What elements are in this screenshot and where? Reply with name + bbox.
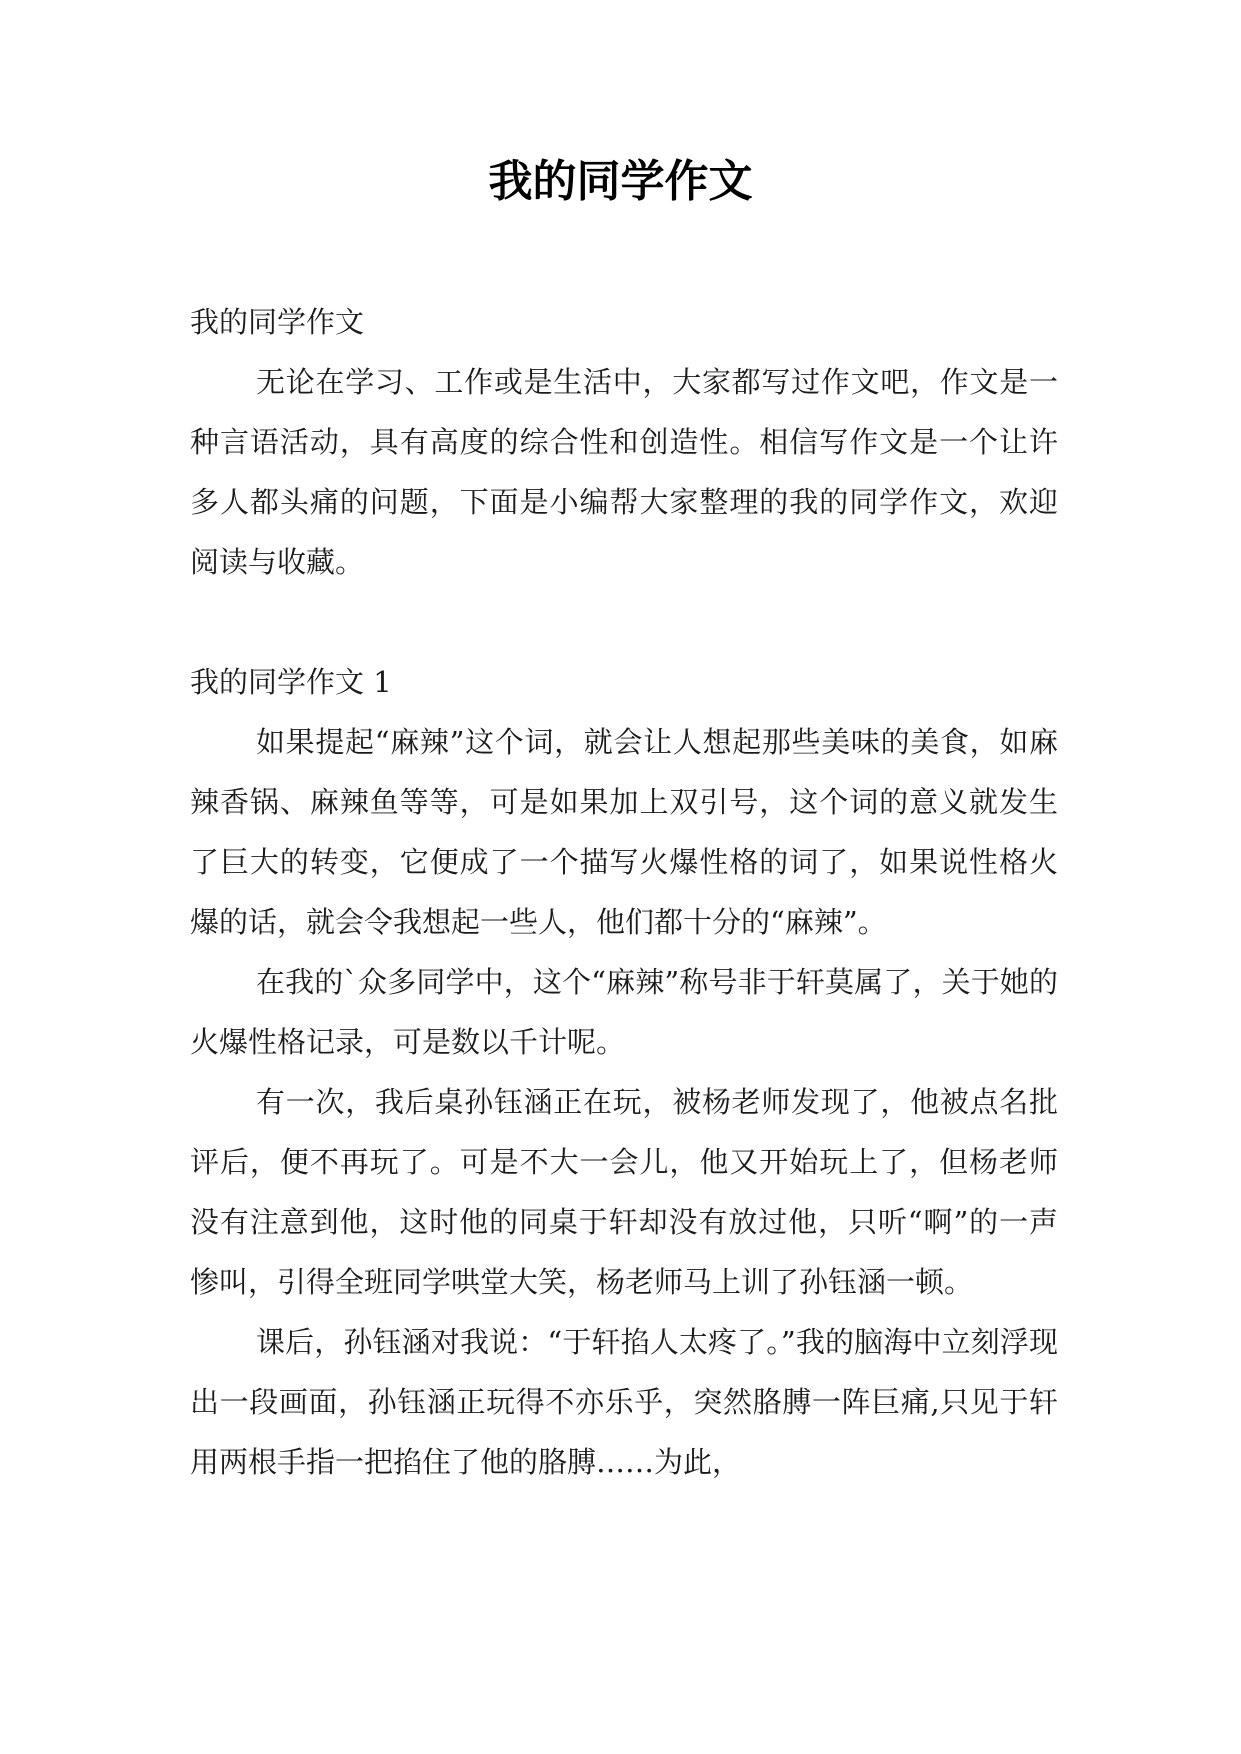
section-spacer (190, 592, 1058, 652)
document-body (190, 292, 1058, 1492)
document-title: 我的同学作文 (488, 156, 753, 207)
intro-heading: 我的同学作文 (190, 305, 365, 339)
essay1-paragraph: 如果提起“麻辣”这个词，就会让人想起那些美味的美食，如麻辣香锅、麻辣鱼等等，可是如果加上双引号，这个词的意义就发生了巨大的转变，它便成了一个描写火爆性格的词了，如果说性格火爆的话，就会令我想起一些人，他们都十分的“麻辣”。 (190, 725, 1058, 939)
essay1-paragraph: 有一次，我后桌孙钰涵正在玩，被杨老师发现了，他被点名批评后，便不再玩了。可是不大一会儿，他又开始玩上了，但杨老师没有注意到他，这时他的同桌于轩却没有放过他，只听“啊”的一声惨叫，引得全班同学哄堂大笑，杨老师马上训了孙钰涵一顿。 (190, 1085, 1058, 1299)
essay1-paragraph: 课后，孙钰涵对我说：“于轩掐人太疼了。”我的脑海中立刻浮现出一段画面，孙钰涵正玩得不亦乐乎，突然胳膊一阵巨痛,只见于轩用两根手指一把掐住了他的胳膊……为此， (190, 1325, 1058, 1479)
essay1-paragraph: 在我的`众多同学中，这个“麻辣”称号非于轩莫属了，关于她的火爆性格记录，可是数以千计呢。 (190, 965, 1058, 1059)
essay1-heading: 我的同学作文 1 (190, 665, 392, 699)
intro-paragraph: 无论在学习、工作或是生活中，大家都写过作文吧，作文是一种言语活动，具有高度的综合性和创造性。相信写作文是一个让许多人都头痛的问题，下面是小编帮大家整理的我的同学作文，欢迎阅读与收藏。 (190, 365, 1058, 579)
